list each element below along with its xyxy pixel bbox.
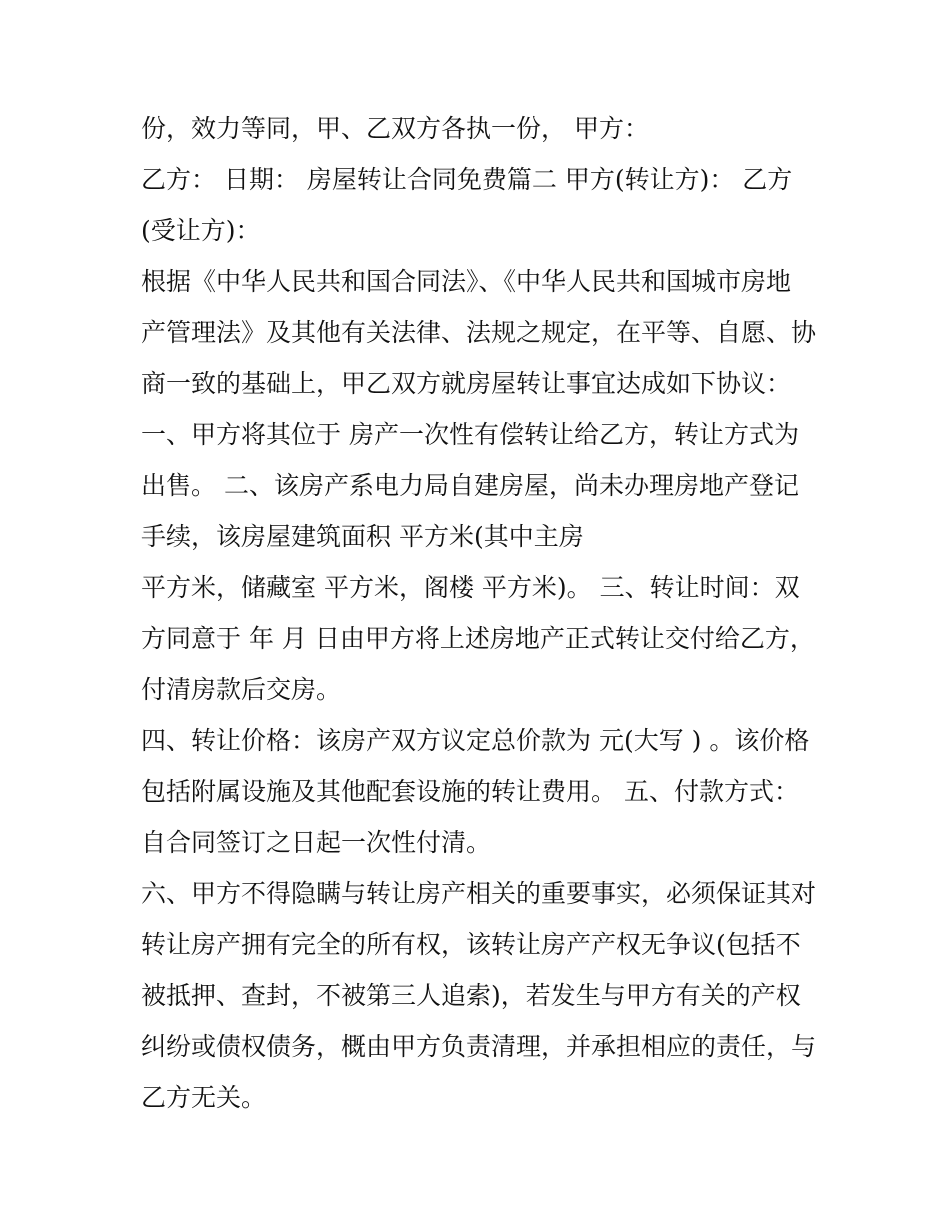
text-line: 乙方无关。 [141, 1083, 267, 1112]
text-line: 乙方： 日期： 房屋转让合同免费篇二 甲方(转让方)： 乙方 [141, 165, 793, 194]
text-line: 根据《中华人民共和国合同法》、《中华人民共和国城市房地 [141, 267, 792, 296]
text-line: 付清房款后交房。 [141, 675, 342, 704]
text-line: 平方米，储藏室 平方米，阁楼 平方米)。 三、转让时间：双 [141, 573, 800, 602]
text-line: 纠纷或债权债务，概由甲方负责清理，并承担相应的责任，与 [141, 1032, 817, 1061]
text-line: 被抵押、查封，不被第三人追索)，若发生与甲方有关的产权 [141, 981, 801, 1010]
text-line: 产管理法》及其他有关法律、法规之规定，在平等、自愿、协 [141, 318, 817, 347]
text-line: 包括附属设施及其他配套设施的转让费用。 五、付款方式： [141, 777, 799, 806]
text-line: 自合同签订之日起一次性付清。 [141, 828, 492, 857]
text-line: 四、转让价格：该房产双方议定总价款为 元(大写 ) 。该价格 [141, 726, 810, 755]
text-line: 份，效力等同，甲、乙双方各执一份， 甲方： [141, 114, 649, 143]
text-line: 六、甲方不得隐瞒与转让房产相关的重要事实，必须保证其对 [141, 879, 817, 908]
text-line: 商一致的基础上，甲乙双方就房屋转让事宜达成如下协议： [141, 369, 792, 398]
text-line: 方同意于 年 月 日由甲方将上述房地产正式转让交付给乙方， [141, 624, 815, 653]
text-line: 手续，该房屋建筑面积 平方米(其中主房 [141, 522, 584, 551]
text-line: 出售。 二、该房产系电力局自建房屋，尚未办理房地产登记 [141, 471, 799, 500]
text-line: 一、甲方将其位于 房产一次性有偿转让给乙方，转让方式为 [141, 420, 799, 449]
text-line: (受让方)： [141, 216, 261, 245]
text-line: 转让房产拥有完全的所有权，该转让房产产权无争议(包括不 [141, 930, 801, 959]
